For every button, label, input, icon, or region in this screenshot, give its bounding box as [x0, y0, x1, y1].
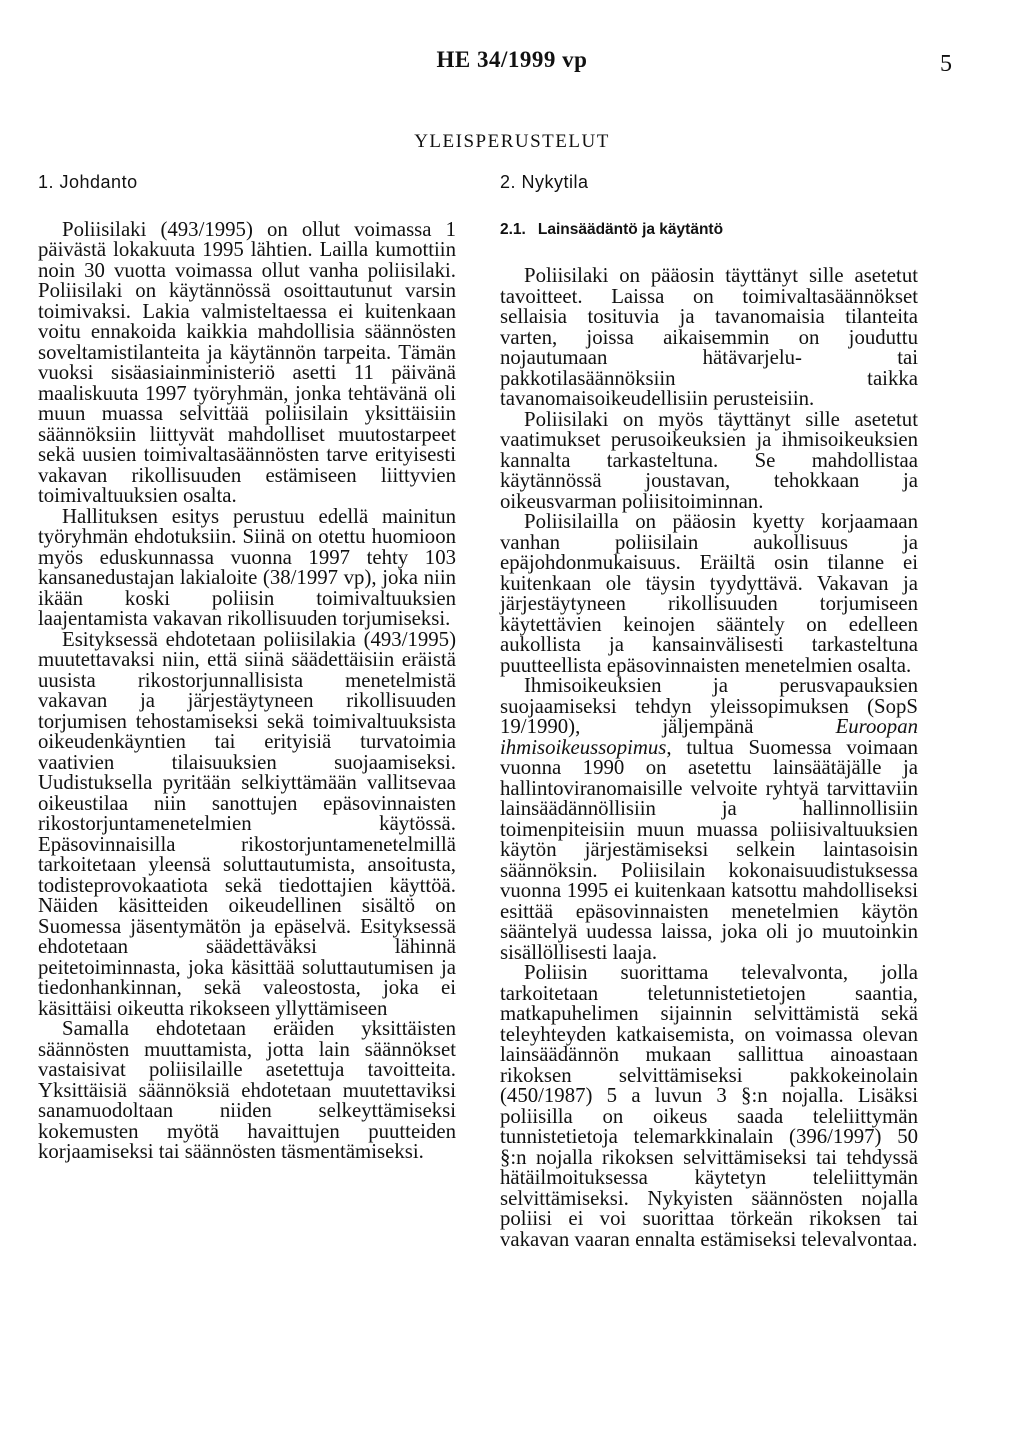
subheading-number: 2.1. [500, 220, 526, 238]
right-column [500, 158, 918, 1250]
paragraph: Esityksessä ehdotetaan poliisilakia (493/1995) muutettavaksi niin, että siinä säädettäisiin eräistä uusista rikostorjunnallisista menetelmistä vakavan ja järjestäytyneen rikollisuuden torjumisen tehostamiseksi sekä toimivaltuuksista oikeudenkäyntien tai erityisiä turvatoimia vaativien tilaisuuksien suojaamiseksi. Uudistuksella pyritään selkiyttämään vallitsevaa oikeustilaa niin sanottujen epäsovinnaisten rikostorjuntamenetelmien käytössä. Epäsovinnaisilla rikostorjuntamenetelmillä tarkoitetaan yleensä soluttautumista, ansoitusta, todisteprovokaatiota sekä tiedottajien käyttöä. Näiden käsitteiden oikeudellinen sisältö on Suomessa jäsentymätön ja epäselvä. Esityksessä ehdotetaan säädettäväksi lähinnä peitetoiminnasta, joka käsittää soluttautumisen ja tiedonhankinnan, sekä valeostosta, joka ei käsittäisi oikeutta rikokseen yllyttämiseen [38, 627, 456, 1020]
left-column [38, 158, 456, 1163]
paragraph: Poliisilaki on pääosin täyttänyt sille asetetut tavoitteet. Laissa on toimivaltasäännökset sellaisia tosituvia ja tavanomaisia tilanteita varten, joissa aikaisemmin on jouduttu nojautumaan hätävarjelu- tai pakkotilasäännöksiin taikka tavanomaisoikeudellisiin perusteisiin. [500, 264, 918, 410]
page-number: 5 [940, 51, 952, 77]
heading-nykytila: 2. Nykytila [500, 172, 589, 192]
paragraph: Poliisilaki on myös täyttänyt sille asetetut vaatimukset perusoikeuksien ja ihmisoikeuksien kannalta tarkasteltuna. Se mahdollistaa käytännössä joustavan, tehokkaan ja oikeusvarman poliisitoiminnan. [500, 407, 918, 513]
paragraph: Poliisin suorittama televalvonta, jolla tarkoitetaan teletunnistetietojen saantia, matkapuhelimen sijainnin selvittämistä sekä teleyhteyden katkaisemista, on voimassa olevan lainsäädännön mukaan sallittua ainoastaan rikoksen selvittämiseksi pakkokeinolain (450/1987) 5 a luvun 3 §:n nojalla. Lisäksi poliisilla on oikeus saada teleliittymän tunnistetietoja telemarkkinalain (396/1997) 50 §:n nojalla rikoksen selvittämiseksi tai tehdyssä hätäilmoituksessa käytetyn teleliittymän selvittämiseksi. Nykyisten säännösten nojalla poliisi ei voi suorittaa törkeän rikoksen tai vakavan vaaran ennalta estämiseksi televalvontaa. [500, 961, 918, 1251]
paragraph: Poliisilailla on pääosin kyetty korjaamaan vanhan poliisilain aukollisuus ja epäjohdonmukaisuus. Eräiltä osin tilanne ei kuitenkaan ole täysin tyydyttävä. Vakavan ja järjestäytyneen rikollisuuden torjumiseen käytettävien keinojen sääntely on edelleen aukollista ja kansainvälisesti tarkasteltuna puutteellista epäsovinnaisten menetelmien osalta. [500, 510, 918, 677]
paragraph-text: , tultua Suomessa voimaan vuonna 1990 on asetettu lainsäätäjälle ja hallintoviranomaisille velvoite ryhtyä tarvittaviin lainsäädännöllisiin ja hallinnollisiin toimenpiteisiin muun muassa poliisivaltuuksien käytön järjestämiseksi selkein laintasoisin säännöksin. Poliisilain kokonaisuudistuksessa vuonna 1995 ei kuitenkaan katsottu mahdolliseksi esittää epäsovinnaisten menetelmien käytön sääntelyä uudessa laissa, joka oli jo muutoinkin sisällöllisesti laaja. [500, 735, 918, 964]
section-title: YLEISPERUSTELUT [414, 131, 610, 152]
paragraph: Samalla ehdotetaan eräiden yksittäisten säännösten muuttamista, jotta lain säännökset vastaisivat poliisilaille asetettuja tavoitteita. Yksittäisiä säännöksiä ehdotetaan muutettaviksi sanamuodoltaan niiden selkeyttämiseksi kokemusten myötä havaittujen puutteiden korjaamiseksi tai säännösten täsmentämiseksi. [38, 1017, 456, 1163]
paragraph-text: Ihmisoikeuksien ja perusvapauksien suojaamiseksi tehdyn yleissopimuksen (SopS 19/1990), jäljempänä [500, 674, 918, 738]
paragraph: Hallituksen esitys perustuu edellä mainitun työryhmän ehdotuksiin. Siinä on otettu huomioon myös eduskunnassa vuonna 1997 tehty 103 kansanedustajan lakialoite (38/1997 vp), joka niin ikään koski poliisin toimivaltuuksien laajentamista vakavan rikollisuuden torjumiseksi. [38, 504, 456, 630]
italic-term: Euroopan ihmisoikeussopimus [500, 715, 918, 759]
heading-johdanto: 1. Johdanto [38, 172, 138, 192]
paragraph [500, 676, 918, 963]
subheading-text: Lainsäädäntö ja käytäntö [537, 220, 724, 238]
paragraph: Poliisilaki (493/1995) on ollut voimassa 1 päivästä lokakuuta 1995 lähtien. Lailla kumottiin noin 30 vuotta voimassa ollut vanha poliisilaki. Poliisilaki on käytännössä osoittautunut varsin toimivaksi. Lakia valmisteltaessa ei kuitenkaan voitu ennakoida kaikkia mahdollisia säännösten soveltamistilanteita ja käytännön tarpeita. Tämän vuoksi sisäasiainministeriö asetti 11 päivänä maaliskuuta 1997 työryhmän, jonka tehtävänä oli muun muassa selvittää poliisilain yksittäisiin säännöksiin liittyvät mahdolliset muutostarpeet sekä uusien toimivaltasäännösten tarve erityisesti vakavan rikollisuuden estämiseen liittyvien toimivaltuuksien osalta. [38, 217, 456, 507]
document-id: HE 34/1999 vp [436, 47, 588, 72]
subheading-lainsaadanto [500, 220, 918, 241]
